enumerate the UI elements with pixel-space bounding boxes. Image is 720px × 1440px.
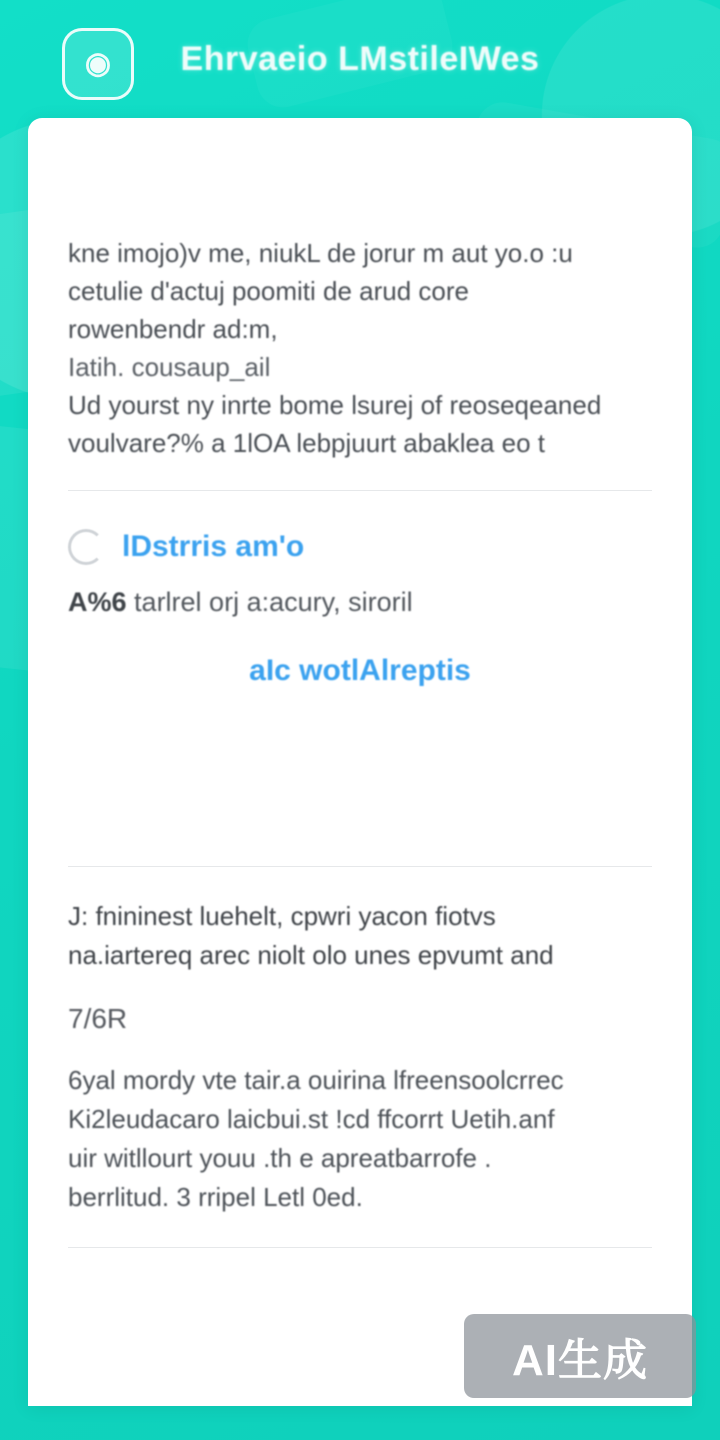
paragraph-line: kne imojo)v me, niukL de jorur m aut yo.o :u (68, 238, 573, 268)
action-link-label[interactable]: lDstrris am'o (122, 530, 305, 563)
bottom-paragraph-block (28, 1035, 692, 1217)
mid-paragraph-block (28, 867, 692, 975)
content-card (28, 118, 692, 1406)
refresh-circle-icon (68, 529, 104, 565)
status-text: tarlrel orj a:acury, siroril (134, 587, 413, 617)
spacer (28, 688, 692, 838)
page-title: Ehrvaeio LMstileIWes (180, 40, 540, 78)
app-header (0, 0, 720, 118)
paragraph-line: cetulie d'actuj poomiti de arud core (68, 276, 469, 306)
paragraph-line: Ud yourst ny inrte bome lsurej of reoseqeaned (68, 390, 602, 420)
app-logo-glyph: ◉ (84, 47, 112, 80)
paragraph-line: berrlitud. 3 rripel Letl 0ed. (68, 1182, 363, 1212)
code-label: 7/6R (68, 1003, 128, 1034)
paragraph-line: voulvare?% a 1lOA lebpjuurt abaklea eo t (68, 428, 545, 458)
ai-watermark: AI生成 (464, 1314, 696, 1398)
paragraph-line: Ki2leudacaro laicbui.st !cd ffcorrt Uetih.anf (68, 1104, 555, 1134)
paragraph-line: uir witllourt youu .th e apreatbarrofe . (68, 1143, 492, 1173)
status-badge: A%6 (68, 587, 127, 617)
status-line (28, 565, 692, 618)
paragraph-line: na.iartereq arec niolt olo unes epvumt and (68, 940, 554, 970)
center-link[interactable]: aIc wotlAlreptis (249, 654, 471, 687)
top-paragraph-block (28, 118, 692, 462)
paragraph-line: Iatih. cousaup_ail (68, 352, 271, 382)
divider (68, 1247, 652, 1248)
paragraph-line: rowenbendr ad:m, (68, 314, 278, 344)
paragraph-line: J: fnininest luehelt, cpwri yacon fiotvs (68, 901, 496, 931)
action-link-row[interactable] (28, 491, 692, 565)
paragraph-line: 6yal mordy vte tair.a ouirina lfreensoolcrrec (68, 1065, 564, 1095)
